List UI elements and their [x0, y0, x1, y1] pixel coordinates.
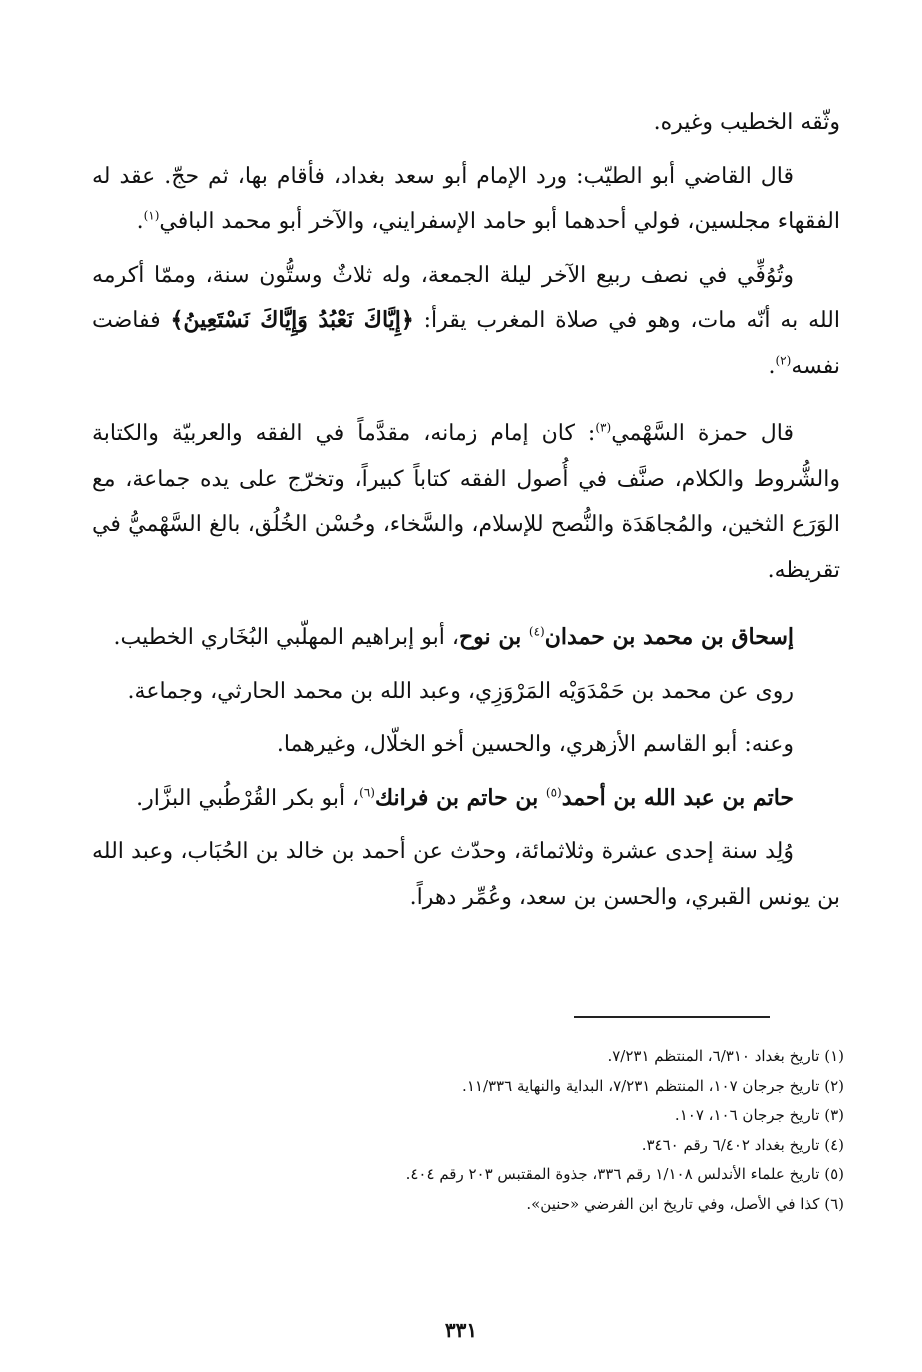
- paragraph-2: [92, 154, 840, 245]
- entry-heading-1: [92, 615, 840, 661]
- entry-name: إسحاق بن محمد بن حمدان: [544, 624, 794, 650]
- text: وتُوُفِّي في نصف ربيع الآخر ليلة الجمعة، وله ثلاثٌ وستُّون سنة، وممّا أكرمه الله به أنّه مات، وهو في صلاة المغرب يقرأ:: [92, 262, 840, 333]
- footnotes: [92, 1042, 844, 1219]
- footnote-ref: (٣): [595, 420, 612, 435]
- text: قال القاضي أبو الطيّب: ورد الإمام أبو سعد بغداد، فأقام بها، ثم حجّ. عقد له الفقهاء مجلسين، فولي أحدهما أبو حامد الإسفرايني، والآخر أبو محمد البافي: [92, 163, 840, 234]
- footnote-4: (٤) تاريخ بغداد ٦/٤٠٢ رقم ٣٤٦٠.: [641, 1135, 844, 1154]
- text: وعنه: أبو القاسم الأزهري، والحسين أخو الخلّال، وغيرهما.: [276, 732, 794, 757]
- text: ففاضت نفسه: [92, 308, 840, 379]
- paragraph-1: [92, 100, 840, 146]
- footnote-ref: (٥): [545, 785, 562, 800]
- footnote-ref: (٢): [775, 353, 792, 368]
- text: .: [136, 209, 144, 234]
- text: : كان إمام زمانه، مقدَّماً في الفقه والعربيّة والكتابة والشُّروط والكلام، صنَّف في أُصول الفقه كتاباً كبيراً، وتخرّج على يده جماعة، مع الوَرَع الثخين، والمُجاهَدَة والنُّصح للإسلام، والسَّخاء، وحُسْن الخُلُق، بالغ السَّهْميُّ في تقريظه.: [92, 421, 840, 583]
- entry-name: بن حاتم بن فرانك: [374, 784, 546, 811]
- text: .: [768, 353, 776, 379]
- text: وُلِد سنة إحدى عشرة وثلاثمائة، وحدّث عن أحمد بن خالد بن الحُبَاب، وعبد الله بن يونس القبري، والحسن بن سعد، وعُمِّر دهراً.: [92, 839, 840, 910]
- entry-heading-2: [92, 776, 840, 822]
- footnote-2: (٢) تاريخ جرجان ١٠٧، المنتظم ٧/٢٣١، البداية والنهاية ١١/٣٣٦.: [462, 1076, 844, 1095]
- paragraph-4: [92, 411, 840, 593]
- paragraph-3: [92, 253, 840, 390]
- paragraph-5: [92, 669, 840, 715]
- footnote-ref: (٤): [528, 624, 545, 639]
- footnote-3: (٣) تاريخ جرجان ١٠٦، ١٠٧.: [674, 1106, 844, 1124]
- footnote-ref: (٦): [359, 785, 375, 800]
- quran-verse: ﴿إِيَّاكَ نَعْبُدُ وَإِيَّاكَ نَسْتَعِينُ﴾: [170, 307, 414, 333]
- paragraph-6: [92, 722, 840, 768]
- page-body: [92, 100, 840, 928]
- text: وثّقه الخطيب وغيره.: [653, 110, 840, 135]
- entry-name: حاتم بن عبد الله بن أحمد: [561, 784, 794, 811]
- paragraph-7: [92, 829, 840, 920]
- page-number: ٣٣١: [444, 1318, 478, 1342]
- text: ، أبو إبراهيم المهلّبي البُخَاري الخطيب.: [113, 625, 459, 650]
- footnote-divider: [574, 1016, 770, 1018]
- footnote-ref: (١): [143, 208, 160, 223]
- text: ، أبو بكر القُرْطُبي البزَّار.: [136, 785, 360, 811]
- text: روى عن محمد بن حَمْدَوَيْه المَرْوَزِي، وعبد الله بن محمد الحارثي، وجماعة.: [127, 678, 794, 704]
- footnote-5: (٥) تاريخ علماء الأندلس ١/١٠٨ رقم ٣٣٦، جذوة المقتبس ٢٠٣ رقم ٤٠٤.: [405, 1165, 844, 1183]
- entry-name: بن نوح: [458, 624, 529, 650]
- footnote-6: (٦) كذا في الأصل، وفي تاريخ ابن الفرضي «حنين».: [526, 1194, 844, 1213]
- text: قال حمزة السَّهْمي: [611, 421, 795, 446]
- footnote-1: (١) تاريخ بغداد ٦/٣١٠، المنتظم ٧/٢٣١.: [607, 1047, 844, 1065]
